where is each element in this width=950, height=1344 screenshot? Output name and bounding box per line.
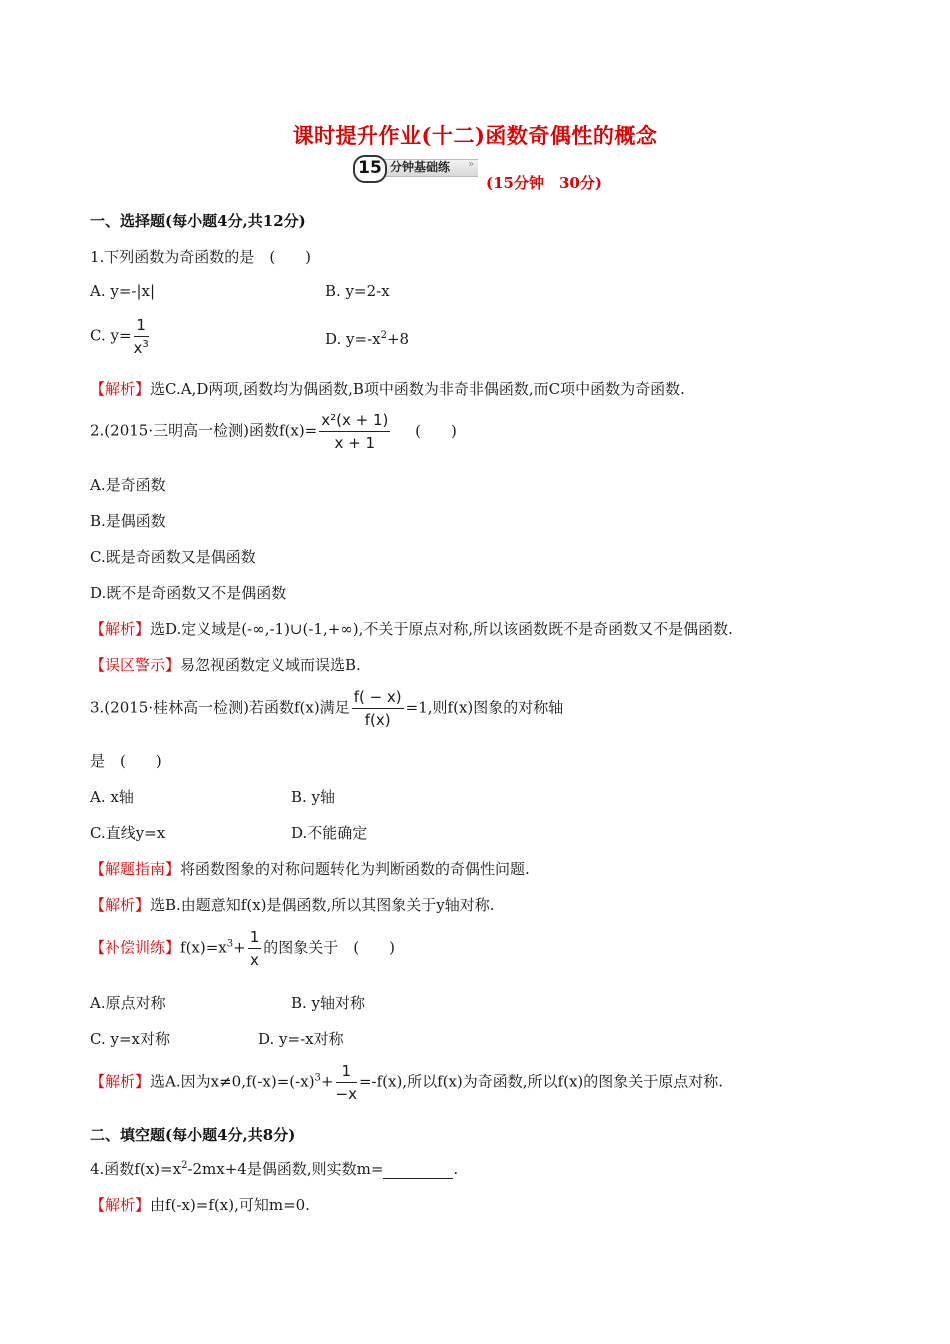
q3-stem-text: 3.(2015·桂林高一检测)若函数f(x)满足 — [90, 698, 350, 717]
q1-option-d — [325, 330, 409, 348]
extra-answer-fraction — [336, 1062, 357, 1103]
analysis-tag: 【解析】 — [90, 380, 151, 398]
q4-answer-text: 由f(-x)=f(x),可知m=0. — [150, 1196, 310, 1214]
q2-option-d: D.既不是奇函数又不是偶函数 — [90, 584, 287, 602]
q2-paren: ( ) — [415, 421, 457, 440]
fraction-numerator: 1 — [336, 1062, 357, 1083]
q2-answer-text: 选D.定义域是(-∞,-1)∪(-1,+∞),不关于原点对称,所以该函数既不是奇函数又不是偶函数. — [150, 620, 733, 638]
q1-option-d-tail: +8 — [386, 330, 410, 348]
badge-text: 分钟基础练 — [390, 160, 451, 174]
extra-answer — [90, 1062, 723, 1103]
q2-mistake-warning — [90, 654, 361, 675]
q3-option-c: C.直线y=x — [90, 824, 166, 842]
q1-option-d-text: D. y=-x — [325, 330, 381, 348]
exponent: 3 — [314, 1072, 321, 1084]
question-1-stem: 1.下列函数为奇函数的是 ( ) — [90, 248, 312, 266]
badge-number: 15 — [353, 155, 387, 183]
analysis-tag: 【解析】 — [90, 896, 151, 914]
q1-answer — [90, 378, 685, 399]
q3-answer-text: 选B.由题意知f(x)是偶函数,所以其图象关于y轴对称. — [150, 896, 495, 914]
section-heading-fill: 二、填空题(每小题4分,共8分) — [90, 1126, 296, 1144]
q3-guide — [90, 858, 530, 879]
q2-option-a: A.是奇函数 — [90, 476, 166, 494]
fraction-denominator — [134, 337, 149, 357]
extra-option-b: B. y轴对称 — [291, 994, 366, 1012]
q3-fraction — [352, 688, 404, 729]
fraction-numerator: 1 — [134, 316, 149, 337]
timer-badge — [350, 155, 478, 179]
q1-option-c-prefix: C. y= — [90, 326, 132, 345]
fraction-denominator: x — [250, 951, 259, 969]
fraction-denominator: −x — [335, 1085, 357, 1103]
extra-stem-b: + — [233, 938, 246, 957]
fraction-numerator: f( − x) — [352, 688, 404, 709]
q4-stem-a: 4.函数f(x)=x — [90, 1160, 182, 1178]
q2-fraction — [319, 411, 390, 452]
q2-option-b: B.是偶函数 — [90, 512, 166, 530]
fraction-numerator: x²(x + 1) — [319, 411, 390, 432]
q2-mistake-text: 易忽视函数定义域而误选B. — [180, 656, 361, 674]
extra-fraction — [248, 928, 262, 969]
badge-arrow-icon: » — [468, 159, 475, 170]
extra-tag: 【补偿训练】 — [90, 938, 181, 957]
q4-stem-end: . — [453, 1160, 459, 1178]
q4-stem-b: -2mx+4是偶函数,则实数m= — [187, 1160, 384, 1178]
extra-option-a: A.原点对称 — [90, 994, 166, 1012]
q1-answer-text: 选C.A,D两项,函数均为偶函数,B项中函数为非奇非偶函数,而C项中函数为奇函数. — [150, 380, 685, 398]
q1-option-a: A. y=-|x| — [90, 282, 156, 300]
denominator-base: x — [133, 339, 143, 357]
q3-option-b: B. y轴 — [291, 788, 336, 806]
extra-stem-tail: 的图象关于 ( ) — [263, 938, 395, 957]
analysis-tag: 【解析】 — [90, 620, 151, 638]
answer-blank[interactable] — [383, 1164, 453, 1179]
extra-stem-a: f(x)=x — [180, 938, 227, 957]
q1-option-c — [90, 316, 151, 357]
analysis-tag: 【解析】 — [90, 1072, 151, 1091]
q3-option-d: D.不能确定 — [291, 824, 368, 842]
exponent: 2 — [380, 330, 387, 341]
extra-training-stem — [90, 928, 395, 969]
fraction-denominator: x + 1 — [334, 434, 376, 452]
mistake-tag: 【误区警示】 — [90, 656, 181, 674]
extra-option-d: D. y=-x对称 — [258, 1030, 344, 1048]
q3-answer — [90, 894, 495, 915]
fraction-numerator: 1 — [248, 928, 262, 949]
question-4-stem — [90, 1158, 458, 1179]
question-3-stem — [90, 688, 563, 729]
q3-stem-tail: =1,则f(x)图象的对称轴 — [405, 698, 564, 717]
extra-option-c: C. y=x对称 — [90, 1030, 170, 1048]
guide-tag: 【解题指南】 — [90, 860, 181, 878]
question-2-stem — [90, 411, 457, 452]
exponent: 2 — [181, 1160, 188, 1171]
extra-answer-b: + — [320, 1072, 334, 1091]
q3-stem-continued: 是 ( ) — [90, 752, 162, 770]
q2-stem-text: 2.(2015·三明高一检测)函数f(x)= — [90, 421, 318, 440]
page-title: 课时提升作业(十二)函数奇偶性的概念 — [292, 123, 658, 148]
extra-answer-a: 选A.因为x≠0,f(-x)=(-x) — [150, 1072, 315, 1091]
time-note: (15分钟 30分) — [486, 174, 602, 192]
q2-answer — [90, 618, 733, 639]
analysis-tag: 【解析】 — [90, 1196, 151, 1214]
exponent: 3 — [142, 339, 149, 350]
exponent: 3 — [226, 938, 234, 950]
q3-guide-text: 将函数图象的对称问题转化为判断函数的奇偶性问题. — [180, 860, 530, 878]
q1-option-c-fraction — [134, 316, 149, 357]
q3-option-a: A. x轴 — [90, 788, 134, 806]
q4-answer — [90, 1194, 310, 1215]
extra-answer-tail: =-f(x),所以f(x)为奇函数,所以f(x)的图象关于原点对称. — [358, 1072, 724, 1091]
q2-option-c: C.既是奇函数又是偶函数 — [90, 548, 256, 566]
q1-option-b: B. y=2-x — [325, 282, 390, 300]
fraction-denominator: f(x) — [364, 711, 391, 729]
section-heading-choice: 一、选择题(每小题4分,共12分) — [90, 212, 306, 230]
